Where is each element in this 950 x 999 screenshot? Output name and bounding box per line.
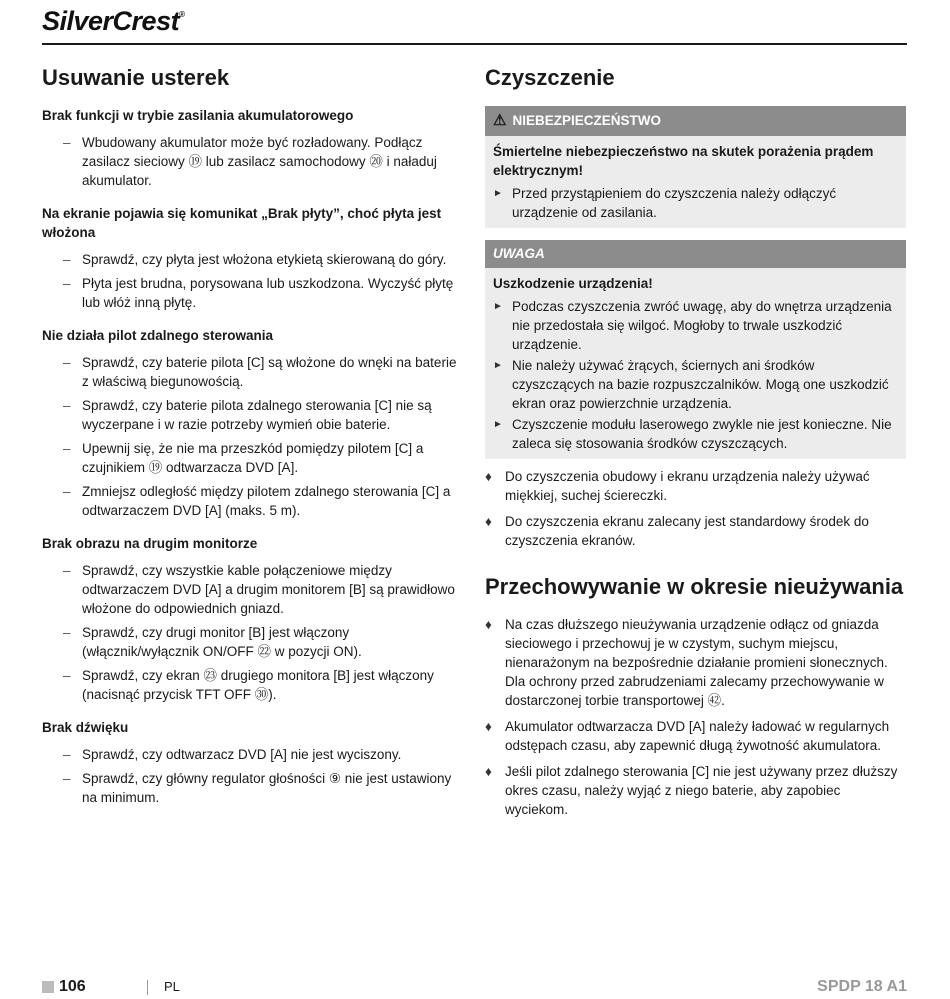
list-item: – Upewnij się, że nie ma przeszkód pomiędzy pilotem [C] a czujnikiem ⑲ odtwarzacza DVD [A].	[63, 441, 424, 475]
list-item: – Wbudowany akumulator może być rozładowany. Podłącz zasilacz sieciowy ⑲ lub zasilacz samochodowy ⑳ i naładuj akumulator.	[63, 135, 437, 188]
dash-bullet-icon: –	[63, 771, 71, 786]
caution-title: Uszkodzenie urządzenia!	[493, 276, 653, 291]
danger-title: Śmiertelne niebezpieczeństwo na skutek porażenia prądem elektrycznym!	[493, 144, 874, 178]
model-number: SPDP 18 A1	[817, 978, 907, 995]
list-item: – Sprawdź, czy płyta jest włożona etykietą skierowaną do góry.	[63, 252, 447, 267]
dash-bullet-icon: –	[63, 441, 71, 456]
storage-list	[485, 615, 906, 819]
dash-bullet-icon: –	[63, 355, 71, 370]
section-no-disc	[42, 204, 464, 312]
brand-logo	[42, 6, 185, 37]
storage-title: Przechowywanie w okresie nieużywania	[485, 574, 904, 599]
danger-label: NIEBEZPIECZEŃSTWO	[512, 113, 661, 128]
diamond-bullet-icon: ♦	[485, 514, 492, 529]
section-no-sound	[42, 718, 464, 807]
triangle-bullet-icon: ►	[493, 301, 503, 312]
triangle-bullet-icon: ►	[493, 419, 503, 430]
section-heading: Brak dźwięku	[42, 720, 129, 735]
diamond-bullet-icon: ♦	[485, 469, 492, 484]
list-item: – Sprawdź, czy wszystkie kable połączeniowe między odtwarzaczem DVD [A] a drugim monitorem [B] są prawidłowo włożone do odpowiednich gniazd.	[63, 563, 455, 616]
section-heading: Brak funkcji w trybie zasilania akumulatorowego	[42, 108, 354, 123]
triangle-bullet-icon: ►	[493, 188, 503, 199]
danger-body	[485, 136, 906, 228]
list-item: – Zmniejsz odległość między pilotem zdalnego sterowania [C] a odtwarzaczem DVD [A] (maks. 5 m).	[63, 484, 451, 518]
dash-bullet-icon: –	[63, 398, 71, 413]
triangle-bullet-icon: ►	[493, 360, 503, 371]
brand-name: SilverCrest	[42, 6, 180, 36]
footer-divider	[147, 980, 148, 995]
page-number: 106	[59, 978, 86, 995]
section-heading: Nie działa pilot zdalnego sterowania	[42, 328, 274, 343]
list-item: ♦ Na czas dłuższego nieużywania urządzenie odłącz od gniazda sieciowego i przechowuj je w czystym, suchym miejscu, nienarażonym na bezpośrednie działanie promieni słonecznych. Dla ochrony przed zabrudzeniami zalecamy przechowywanie w dostarczonej torbie transportowej ㊷.	[485, 617, 888, 708]
footer-square-icon	[42, 981, 54, 993]
list-item: ► Przed przystąpieniem do czyszczenia należy odłączyć urządzenie od zasilania.	[493, 186, 837, 220]
diamond-bullet-icon: ♦	[485, 764, 492, 779]
dash-bullet-icon: –	[63, 252, 71, 267]
list-item: – Płyta jest brudna, porysowana lub uszkodzona. Wyczyść płytę lub włóż inną płytę.	[63, 276, 454, 310]
section-heading: Brak obrazu na drugim monitorze	[42, 536, 258, 551]
warning-triangle-icon: ⚠	[493, 112, 507, 129]
caution-body	[485, 268, 906, 459]
diamond-bullet-icon: ♦	[485, 617, 492, 632]
dash-bullet-icon: –	[63, 668, 71, 683]
right-column	[485, 62, 906, 826]
section-battery	[42, 106, 464, 190]
list-item: ♦ Do czyszczenia ekranu zalecany jest standardowy środek do czyszczenia ekranów.	[485, 514, 869, 548]
caution-header: UWAGA	[485, 240, 906, 268]
list-item: – Sprawdź, czy baterie pilota [C] są włożone do wnęki na baterie z właściwą biegunowością.	[63, 355, 457, 389]
list-item: ► Podczas czyszczenia zwróć uwagę, aby do wnętrza urządzenia nie przedostała się wilgoć. Mogłoby to trwale uszkodzić urządzenie.	[493, 299, 892, 352]
trademark-mark: ®	[179, 10, 185, 19]
page-footer	[42, 978, 907, 998]
section-remote	[42, 326, 464, 520]
list-item: ♦ Akumulator odtwarzacza DVD [A] należy ładować w regularnych odstępach czasu, aby zapewnić długą żywotność akumulatora.	[485, 719, 890, 753]
list-item: – Sprawdź, czy drugi monitor [B] jest włączony (włącznik/wyłącznik ON/OFF ㉒ w pozycji ON).	[63, 625, 362, 659]
caution-box	[485, 240, 906, 459]
cleaning-title: Czyszczenie	[485, 65, 615, 90]
dash-bullet-icon: –	[63, 563, 71, 578]
list-item: ♦ Jeśli pilot zdalnego sterowania [C] nie jest używany przez dłuższy okres czasu, należy wyjąć z niego baterie, aby zapobiec wyciekom.	[485, 764, 898, 817]
dash-bullet-icon: –	[63, 747, 71, 762]
list-item: – Sprawdź, czy baterie pilota zdalnego sterowania [C] nie są wyczerpane i w razie potrzeby wymień obie baterie.	[63, 398, 432, 432]
troubleshooting-title: Usuwanie usterek	[42, 65, 230, 90]
header-rule	[42, 43, 907, 45]
section-no-picture	[42, 534, 464, 704]
dash-bullet-icon: –	[63, 625, 71, 640]
list-item: ♦ Do czyszczenia obudowy i ekranu urządzenia należy używać miękkiej, suchej ściereczki.	[485, 469, 870, 503]
danger-box	[485, 106, 906, 228]
left-column	[42, 62, 464, 821]
diamond-bullet-icon: ♦	[485, 719, 492, 734]
list-item: – Sprawdź, czy ekran ㉓ drugiego monitora [B] jest włączony (nacisnąć przycisk TFT OFF ㉚).	[63, 668, 434, 702]
language-code: PL	[164, 979, 180, 994]
dash-bullet-icon: –	[63, 135, 71, 150]
dash-bullet-icon: –	[63, 276, 71, 291]
cleaning-list	[485, 467, 906, 550]
list-item: – Sprawdź, czy główny regulator głośności ⑨ nie jest ustawiony na minimum.	[63, 771, 452, 805]
list-item: ► Czyszczenie modułu laserowego zwykle nie jest konieczne. Nie zaleca się stosowania środków czyszczących.	[493, 417, 892, 451]
dash-bullet-icon: –	[63, 484, 71, 499]
list-item: ► Nie należy używać żrących, ściernych ani środków czyszczących na bazie rozpuszczalników. Mogą one uszkodzić ekran oraz powierzchnie urządzenia.	[493, 358, 889, 411]
danger-header	[485, 106, 906, 136]
list-item: – Sprawdź, czy odtwarzacz DVD [A] nie jest wyciszony.	[63, 747, 402, 762]
section-heading: Na ekranie pojawia się komunikat „Brak płyty”, choć płyta jest włożona	[42, 206, 442, 240]
